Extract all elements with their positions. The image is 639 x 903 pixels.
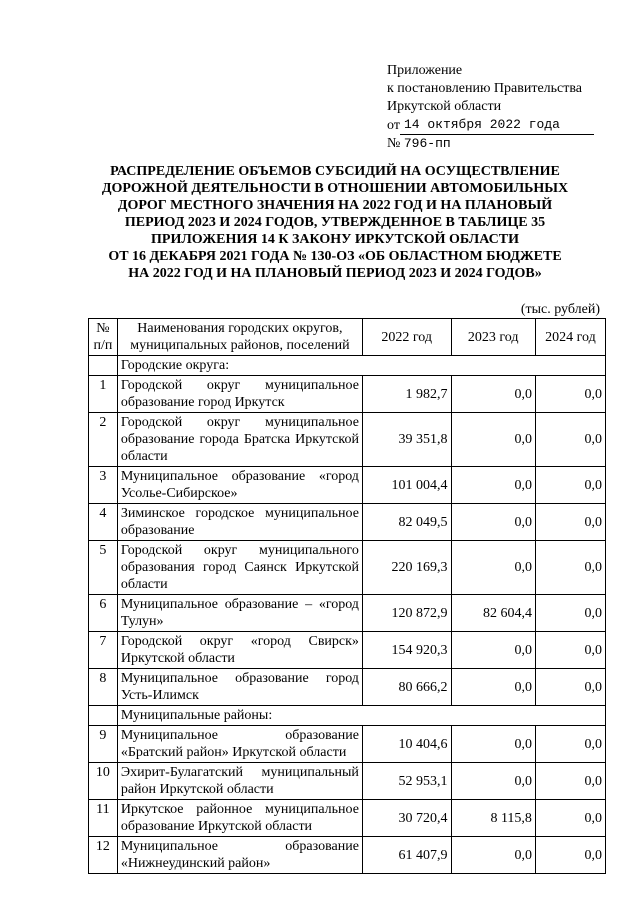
row-value-2022: 1 982,7 (362, 376, 451, 413)
header-no: № п/п (89, 319, 118, 356)
table-row (89, 669, 606, 706)
title-line: НА 2022 ГОД И НА ПЛАНОВЫЙ ПЕРИОД 2023 И 2024 ГОДОВ» (128, 266, 542, 281)
row-number: 4 (89, 504, 118, 541)
subsidy-table (88, 318, 606, 874)
title-line: ДОРОЖНОЙ ДЕЯТЕЛЬНОСТИ В ОТНОШЕНИИ АВТОМОБИЛЬНЫХ (101, 181, 569, 196)
row-name: Городской округ «город Свирск» Иркутской области (117, 632, 362, 669)
section-label: Городские округа: (117, 356, 605, 376)
row-number: 3 (89, 467, 118, 504)
table-row (89, 837, 606, 874)
header-2023: 2023 год (451, 319, 535, 356)
row-number: 9 (89, 726, 118, 763)
row-value-2024: 0,0 (535, 726, 605, 763)
row-name: Зиминское городское муниципальное образование (117, 504, 362, 541)
row-value-2024: 0,0 (535, 541, 605, 595)
row-value-2023: 0,0 (451, 669, 535, 706)
appendix-date-line (387, 116, 602, 135)
row-name: Городской округ муниципальное образование города Братска Иркутской области (117, 413, 362, 467)
row-value-2024: 0,0 (535, 595, 605, 632)
table-row (89, 800, 606, 837)
table-body (89, 356, 606, 874)
section-row-urban (89, 356, 606, 376)
row-value-2023: 0,0 (451, 763, 535, 800)
row-value-2023: 0,0 (451, 504, 535, 541)
row-value-2023: 82 604,4 (451, 595, 535, 632)
row-number: 5 (89, 541, 118, 595)
header-2022: 2022 год (362, 319, 451, 356)
row-value-2024: 0,0 (535, 837, 605, 874)
row-value-2023: 0,0 (451, 726, 535, 763)
appendix-line-3: Иркутской области (387, 99, 502, 114)
title-line: ПЕРИОД 2023 И 2024 ГОДОВ, УТВЕРЖДЕННОЕ В ТАБЛИЦЕ 35 (124, 215, 546, 230)
row-value-2024: 0,0 (535, 800, 605, 837)
table-row (89, 376, 606, 413)
title-line: ОТ 16 ДЕКАБРЯ 2021 ГОДА № 130-ОЗ «ОБ ОБЛАСТНОМ БЮДЖЕТЕ (108, 249, 562, 264)
header-2024: 2024 год (535, 319, 605, 356)
row-number: 1 (89, 376, 118, 413)
row-value-2023: 0,0 (451, 837, 535, 874)
document-title (70, 163, 600, 282)
row-number: 6 (89, 595, 118, 632)
row-value-2022: 220 169,3 (362, 541, 451, 595)
row-value-2022: 101 004,4 (362, 467, 451, 504)
number-value: 796-пп (403, 136, 451, 151)
row-value-2022: 52 953,1 (362, 763, 451, 800)
row-value-2024: 0,0 (535, 376, 605, 413)
table-row (89, 413, 606, 467)
row-value-2022: 30 720,4 (362, 800, 451, 837)
number-prefix: № (387, 136, 401, 151)
header-name: Наименования городских округов, муниципальных районов, поселений (117, 319, 362, 356)
table-row (89, 541, 606, 595)
date-prefix: от (387, 118, 400, 133)
appendix-number-line (387, 135, 602, 153)
row-name: Муниципальное образование «Нижнеудинский район» (117, 837, 362, 874)
row-value-2023: 0,0 (451, 632, 535, 669)
row-value-2023: 0,0 (451, 467, 535, 504)
row-value-2022: 154 920,3 (362, 632, 451, 669)
table-row (89, 504, 606, 541)
row-number: 2 (89, 413, 118, 467)
row-number: 7 (89, 632, 118, 669)
section-row-districts (89, 706, 606, 726)
row-value-2023: 0,0 (451, 376, 535, 413)
row-value-2024: 0,0 (535, 467, 605, 504)
row-name: Муниципальное образование «Братский район» Иркутской области (117, 726, 362, 763)
appendix-line-1: Приложение (387, 63, 463, 78)
row-name: Муниципальное образование город Усть-Илимск (117, 669, 362, 706)
row-number: 12 (89, 837, 118, 874)
title-line: ПРИЛОЖЕНИЯ 14 К ЗАКОНУ ИРКУТСКОЙ ОБЛАСТИ (151, 232, 519, 247)
table-row (89, 595, 606, 632)
row-value-2022: 80 666,2 (362, 669, 451, 706)
row-name: Городской округ муниципальное образование город Иркутск (117, 376, 362, 413)
row-value-2023: 8 115,8 (451, 800, 535, 837)
units-label: (тыс. рублей) (520, 302, 600, 317)
row-value-2024: 0,0 (535, 763, 605, 800)
title-line: ДОРОГ МЕСТНОГО ЗНАЧЕНИЯ НА 2022 ГОД И НА ПЛАНОВЫЙ (117, 198, 553, 213)
table-row (89, 632, 606, 669)
row-value-2024: 0,0 (535, 632, 605, 669)
row-name: Эхирит-Булагатский муниципальный район Иркутской области (117, 763, 362, 800)
table-row (89, 726, 606, 763)
row-value-2022: 10 404,6 (362, 726, 451, 763)
appendix-line-2: к постановлению Правительства (387, 81, 583, 96)
row-number: 10 (89, 763, 118, 800)
title-line: РАСПРЕДЕЛЕНИЕ ОБЪЕМОВ СУБСИДИЙ НА ОСУЩЕСТВЛЕНИЕ (110, 164, 560, 179)
row-number: 8 (89, 669, 118, 706)
table-row (89, 763, 606, 800)
appendix-block (387, 62, 602, 153)
section-label: Муниципальные районы: (117, 706, 605, 726)
row-value-2022: 120 872,9 (362, 595, 451, 632)
row-value-2022: 39 351,8 (362, 413, 451, 467)
row-value-2022: 82 049,5 (362, 504, 451, 541)
row-value-2024: 0,0 (535, 504, 605, 541)
row-name: Муниципальное образование «город Усолье-Сибирское» (117, 467, 362, 504)
row-name: Иркутское районное муниципальное образование Иркутской области (117, 800, 362, 837)
row-value-2023: 0,0 (451, 541, 535, 595)
table-header-row (89, 319, 606, 356)
row-value-2022: 61 407,9 (362, 837, 451, 874)
date-value: 14 октября 2022 года (400, 116, 594, 135)
row-value-2024: 0,0 (535, 669, 605, 706)
table-row (89, 467, 606, 504)
row-number: 11 (89, 800, 118, 837)
row-value-2024: 0,0 (535, 413, 605, 467)
row-name: Городской округ муниципального образования город Саянск Иркутской области (117, 541, 362, 595)
row-name: Муниципальное образование – «город Тулун» (117, 595, 362, 632)
row-value-2023: 0,0 (451, 413, 535, 467)
